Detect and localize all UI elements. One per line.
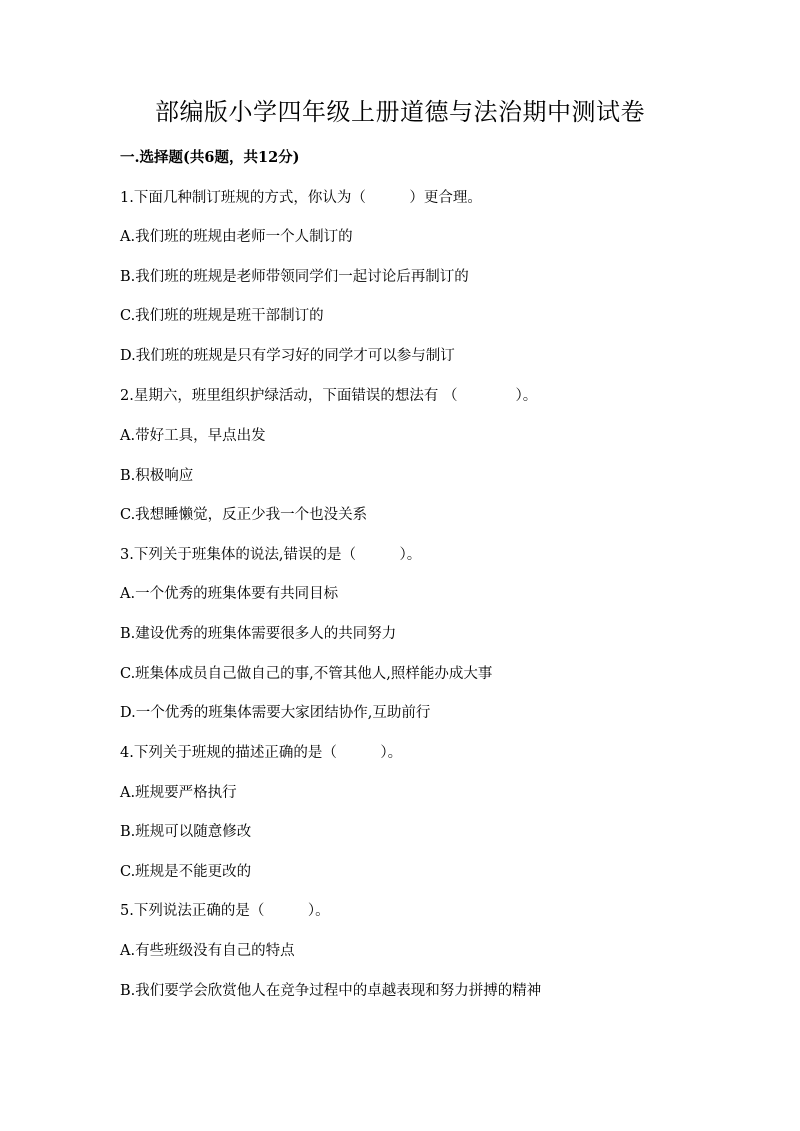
question-2-option-c: C.我想睡懒觉，反正少我一个也没关系 xyxy=(120,507,368,523)
question-4-stem: 4.下列关于班规的描述正确的是（ ）。 xyxy=(120,745,403,761)
question-3-option-d: D.一个优秀的班集体需要大家团结协作,互助前行 xyxy=(120,705,431,721)
section-heading: 一.选择题(共6题，共12分) xyxy=(120,149,300,166)
question-5-option-b: B.我们要学会欣赏他人在竞争过程中的卓越表现和努力拼搏的精神 xyxy=(120,983,542,999)
question-1-option-d: D.我们班的班规是只有学习好的同学才可以参与制订 xyxy=(120,348,455,364)
question-4-option-a: A.班规要严格执行 xyxy=(120,785,237,801)
question-3-stem: 3.下列关于班集体的说法,错误的是（ ）。 xyxy=(120,547,422,563)
question-3-option-b: B.建设优秀的班集体需要很多人的共同努力 xyxy=(120,626,397,642)
question-1-option-a: A.我们班的班规由老师一个人制订的 xyxy=(120,229,353,245)
question-4-option-c: C.班规是不能更改的 xyxy=(120,864,252,880)
question-3-option-a: A.一个优秀的班集体要有共同目标 xyxy=(120,586,339,602)
page-title: 部编版小学四年级上册道德与法治期中测试卷 xyxy=(155,98,645,126)
question-2-option-b: B.积极响应 xyxy=(120,468,194,484)
question-5-stem: 5.下列说法正确的是（ ）。 xyxy=(120,903,330,919)
question-1-option-b: B.我们班的班规是老师带领同学们一起讨论后再制订的 xyxy=(120,269,469,285)
question-3-option-c: C.班集体成员自己做自己的事,不管其他人,照样能办成大事 xyxy=(120,666,493,682)
question-2-option-a: A.带好工具，早点出发 xyxy=(120,428,266,444)
question-2-stem: 2.星期六，班里组织护绿活动，下面错误的想法有 （ ）。 xyxy=(120,388,538,404)
question-4-option-b: B.班规可以随意修改 xyxy=(120,824,252,840)
question-1-option-c: C.我们班的班规是班干部制订的 xyxy=(120,308,324,324)
question-5-option-a: A.有些班级没有自己的特点 xyxy=(120,943,295,959)
question-1-stem: 1.下面几种制订班规的方式，你认为（ ）更合理。 xyxy=(120,190,482,206)
